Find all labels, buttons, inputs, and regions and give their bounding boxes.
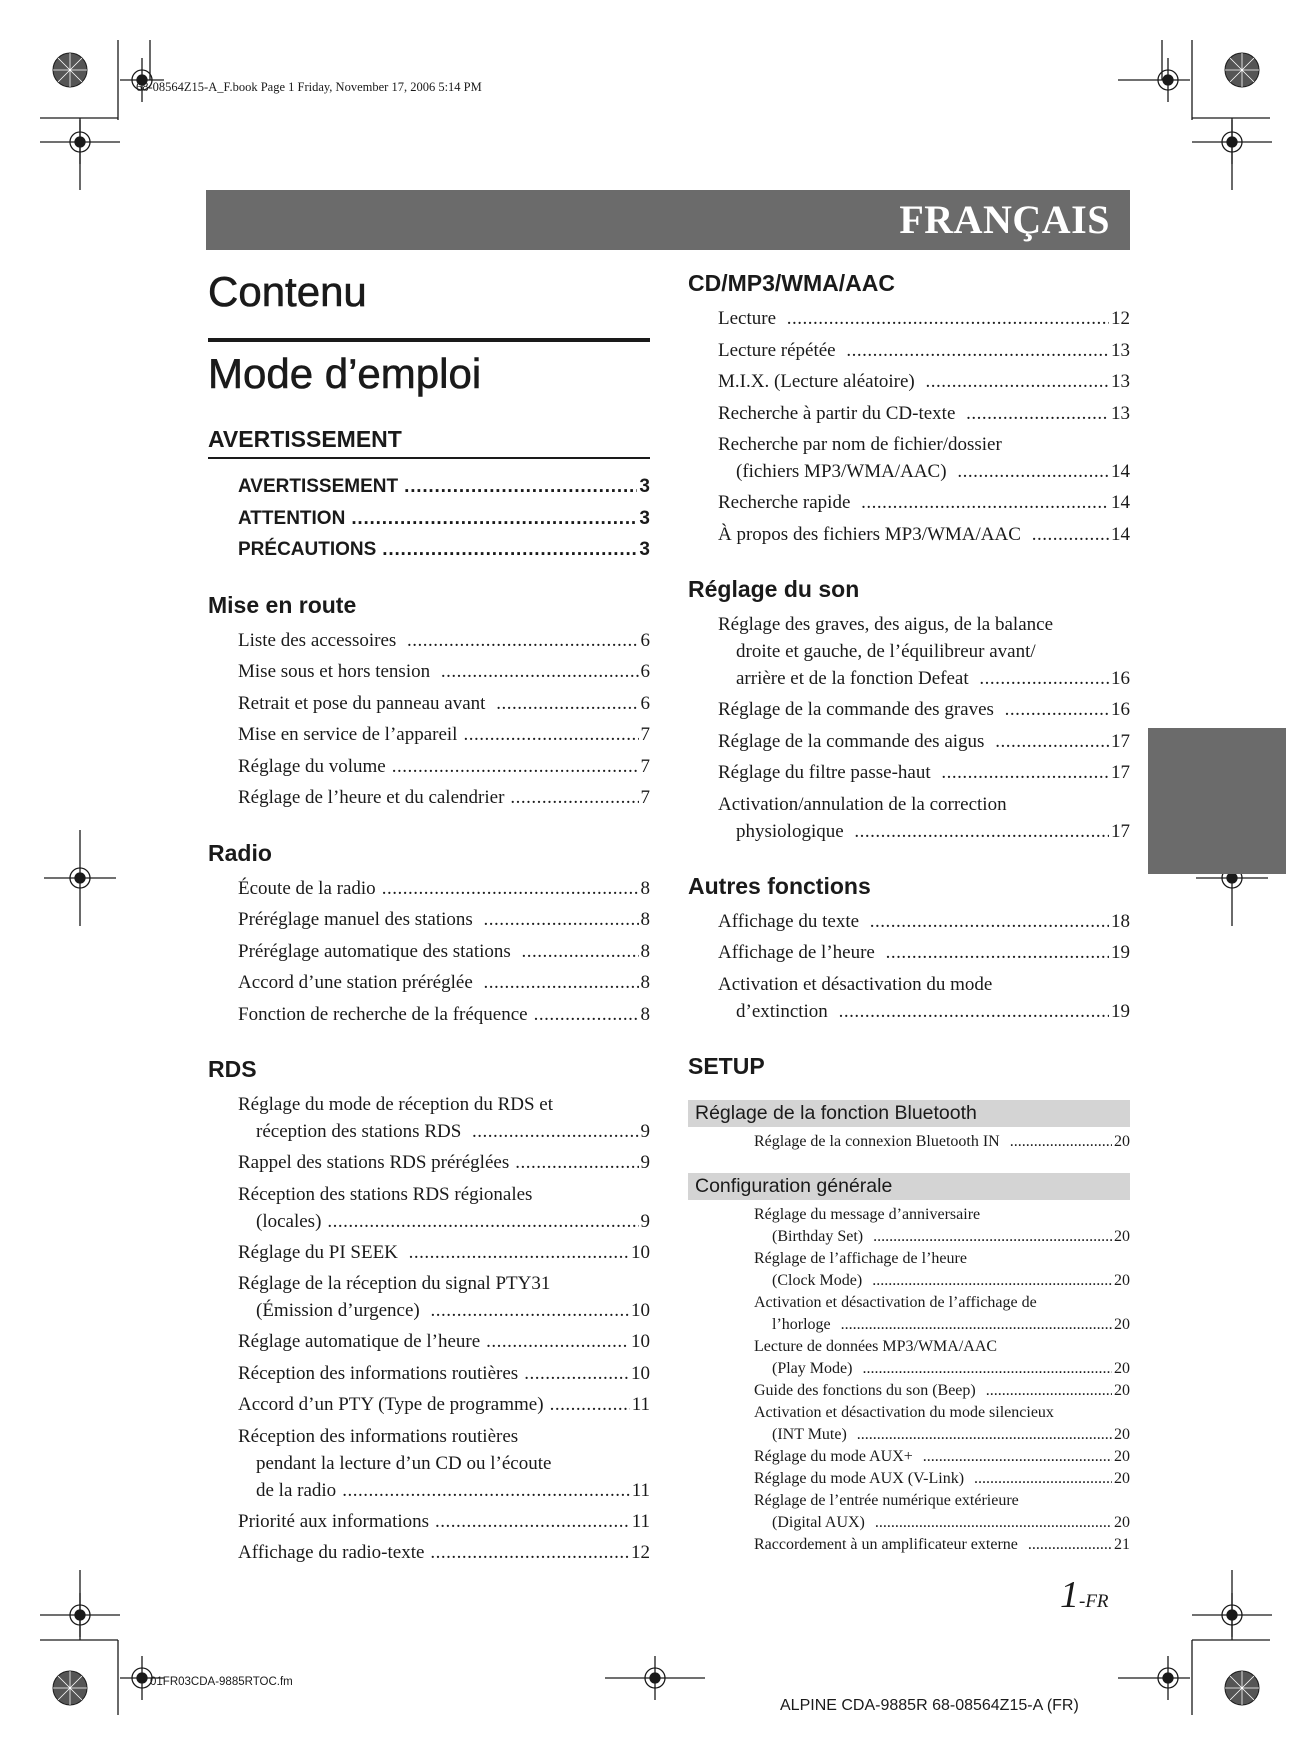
toc-item[interactable]: Écoute de la radio ..... 8 [238,873,650,905]
language-bar [206,190,1130,250]
toc-list [208,873,650,1031]
toc-item[interactable]: Affichage du radio-texte ..... 12 [238,1537,650,1569]
toc-item[interactable]: Préréglage automatique des stations ..... 8 [238,936,650,968]
toc-item[interactable]: Réglage du mode de réception du RDS et réception des stations RDS ..... 9 [238,1089,650,1147]
toc-item[interactable]: Réglage de l’heure et du calendrier ..... 7 [238,782,650,814]
toc-item[interactable]: Réglage de la commande des graves ..... 16 [718,694,1130,726]
toc-item[interactable]: Recherche par nom de fichier/dossier (fichiers MP3/WMA/AAC) ..... 14 [718,429,1130,487]
footer-filename: 01FR03CDA-9885RTOC.fm [150,1676,293,1688]
toc-item[interactable]: Réception des informations routières ..... 10 [238,1358,650,1390]
toc-item[interactable]: M.I.X. (Lecture aléatoire) ..... 13 [718,366,1130,398]
subsection-band: Réglage de la fonction Bluetooth [688,1100,1130,1127]
toc-item[interactable]: Réglage de la connexion Bluetooth IN ..... 20 [754,1131,1130,1153]
toc-item[interactable]: Mise en service de l’appareil ..... 7 [238,719,650,751]
toc-item[interactable]: Retrait et pose du panneau avant ..... 6 [238,688,650,720]
toc-item[interactable]: Réglage du mode AUX+ ..... 20 [754,1446,1130,1468]
toc-left-column [208,268,650,1569]
toc-item[interactable]: Réglage du volume ..... 7 [238,751,650,783]
toc-item[interactable]: Réglage de l’entrée numérique extérieure (Digital AUX) ..... 20 [754,1490,1130,1534]
toc-item[interactable]: Accord d’un PTY (Type de programme) ..... 11 [238,1389,650,1421]
side-tab [1148,728,1286,874]
toc-list [688,609,1130,847]
toc-item[interactable]: Priorité aux informations ..... 11 [238,1506,650,1538]
section-heading: Réglage du son [688,576,860,602]
toc-item[interactable]: Réglage de l’affichage de l’heure (Clock Mode) ..... 20 [754,1248,1130,1292]
toc-item[interactable]: Guide des fonctions du son (Beep) ..... 20 [754,1380,1130,1402]
toc-list [208,1089,650,1569]
toc-item[interactable]: Réception des stations RDS régionales (locales) ..... 9 [238,1179,650,1237]
toc-item[interactable]: Lecture répétée ..... 13 [718,335,1130,367]
toc-item[interactable]: ATTENTION ..... 3 [238,503,650,535]
page-suffix: -FR [1079,1591,1109,1612]
toc-item[interactable]: Activation et désactivation de l’affichage de l’horloge ..... 20 [754,1292,1130,1336]
section-heading: Mise en route [208,591,357,618]
toc-item[interactable]: Accord d’une station préréglée ..... 8 [238,967,650,999]
section-heading: Autres fonctions [688,872,871,899]
title-contents: Contenu [208,268,367,315]
toc-item[interactable]: AVERTISSEMENT ..... 3 [238,471,650,503]
toc-item[interactable]: Réglage de la réception du signal PTY31 (Émission d’urgence) ..... 10 [238,1268,650,1326]
toc-item[interactable]: PRÉCAUTIONS ..... 3 [238,534,650,566]
toc-item[interactable]: À propos des fichiers MP3/WMA/AAC ..... 14 [718,519,1130,551]
toc-list [208,625,650,814]
toc-item[interactable]: Affichage de l’heure ..... 19 [718,937,1130,969]
toc-list [208,471,650,566]
toc-item[interactable]: Réglage du message d’anniversaire (Birthday Set) ..... 20 [754,1204,1130,1248]
toc-item[interactable]: Fonction de recherche de la fréquence ..... 8 [238,999,650,1031]
title-manual: Mode d’emploi [208,338,650,398]
toc-item[interactable]: Réglage du PI SEEK ..... 10 [238,1237,650,1269]
toc-list [688,303,1130,550]
toc-item[interactable]: Rappel des stations RDS préréglées ..... 9 [238,1147,650,1179]
language-label: FRANÇAIS [899,197,1110,242]
toc-item[interactable]: Liste des accessoires ..... 6 [238,625,650,657]
subsection-band: Configuration générale [688,1173,1130,1200]
toc-item[interactable]: Recherche à partir du CD-texte ..... 13 [718,398,1130,430]
toc-item[interactable]: Lecture de données MP3/WMA/AAC (Play Mode) ..... 20 [754,1336,1130,1380]
toc-item[interactable]: Raccordement à un amplificateur externe ..... 21 [754,1534,1130,1556]
section-heading: AVERTISSEMENT [208,426,650,459]
book-header: 68-08564Z15-A_F.book Page 1 Friday, November 17, 2006 5:14 PM [136,80,482,94]
section-heading: CD/MP3/WMA/AAC [688,270,895,296]
toc-item[interactable]: Réglage des graves, des aigus, de la balance droite et gauche, de l’équilibreur avant/ arrière et de la fonction Defeat ..... 16 [718,609,1130,694]
toc-item[interactable]: Réception des informations routières pendant la lecture d’un CD ou l’écoute de la radio ..... 11 [238,1421,650,1506]
toc-item[interactable]: Réglage du filtre passe-haut ..... 17 [718,757,1130,789]
toc-item[interactable]: Réglage du mode AUX (V-Link) ..... 20 [754,1468,1130,1490]
section-heading: RDS [208,1056,257,1082]
footer-model: ALPINE CDA-9885R 68-08564Z15-A (FR) [780,1697,1079,1714]
page-number: 1-FR [1060,1574,1109,1616]
toc-item[interactable]: Réglage de la commande des aigus ..... 17 [718,726,1130,758]
toc-list [688,906,1130,1027]
toc-item[interactable]: Activation et désactivation du mode silencieux (INT Mute) ..... 20 [754,1402,1130,1446]
toc-item[interactable]: Préréglage manuel des stations ..... 8 [238,904,650,936]
section-heading: SETUP [688,1052,765,1079]
toc-item[interactable]: Activation/annulation de la correction physiologique ..... 17 [718,789,1130,847]
toc-item[interactable]: Recherche rapide ..... 14 [718,487,1130,519]
toc-right-column [688,270,1130,1556]
toc-item[interactable]: Affichage du texte ..... 18 [718,906,1130,938]
toc-list [688,1204,1130,1556]
toc-item[interactable]: Mise sous et hors tension ..... 6 [238,656,650,688]
toc-item[interactable]: Activation et désactivation du mode d’extinction ..... 19 [718,969,1130,1027]
toc-item[interactable]: Réglage automatique de l’heure ..... 10 [238,1326,650,1358]
toc-item[interactable]: Lecture ..... 12 [718,303,1130,335]
toc-list [688,1131,1130,1153]
section-heading: Radio [208,839,272,866]
